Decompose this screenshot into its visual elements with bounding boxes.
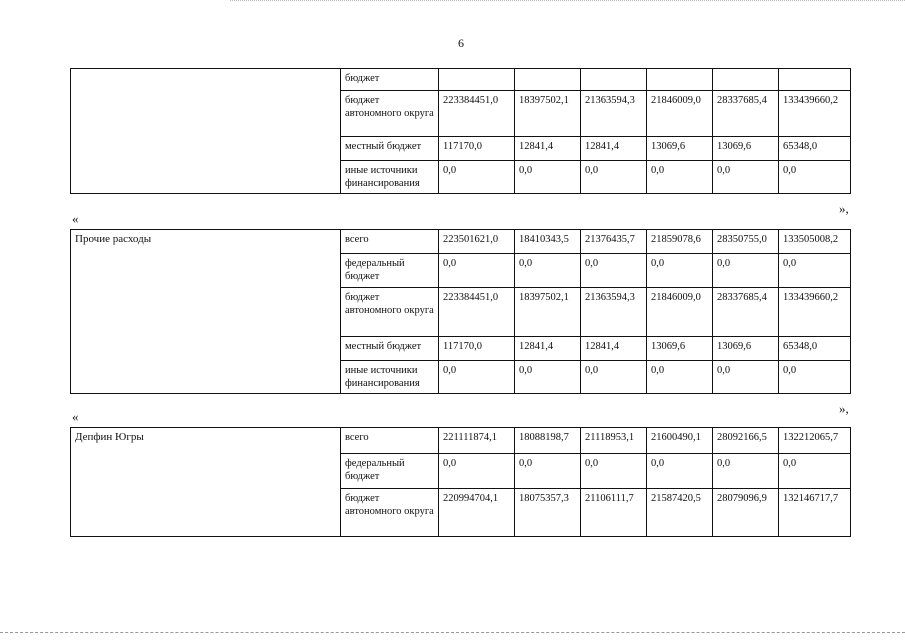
funding-source-label: федеральный бюджет bbox=[341, 454, 439, 489]
value-cell: 21859078,6 bbox=[647, 230, 713, 254]
value-cell: 0,0 bbox=[647, 454, 713, 489]
value-cell: 0,0 bbox=[515, 361, 581, 394]
opening-quote: « bbox=[72, 211, 79, 226]
value-cell: 0,0 bbox=[581, 454, 647, 489]
value-cell bbox=[439, 69, 515, 91]
funding-source-label: бюджет автономного округа bbox=[341, 489, 439, 537]
value-cell: 13069,6 bbox=[713, 137, 779, 161]
value-cell: 0,0 bbox=[647, 254, 713, 288]
value-cell: 223501621,0 bbox=[439, 230, 515, 254]
funding-source-label: всего bbox=[341, 428, 439, 454]
value-cell: 132212065,7 bbox=[779, 428, 851, 454]
value-cell: 0,0 bbox=[581, 254, 647, 288]
program-name-cell bbox=[71, 69, 341, 194]
table-row bbox=[71, 69, 851, 91]
value-cell bbox=[779, 69, 851, 91]
value-cell: 21118953,1 bbox=[581, 428, 647, 454]
value-cell: 0,0 bbox=[515, 454, 581, 489]
value-cell: 21600490,1 bbox=[647, 428, 713, 454]
program-name-cell: Прочие расходы bbox=[71, 230, 341, 394]
closing-quote: », bbox=[839, 401, 849, 416]
value-cell: 0,0 bbox=[713, 254, 779, 288]
value-cell: 0,0 bbox=[439, 454, 515, 489]
value-cell: 18075357,3 bbox=[515, 489, 581, 537]
value-cell: 223384451,0 bbox=[439, 288, 515, 337]
value-cell: 12841,4 bbox=[581, 337, 647, 361]
value-cell: 0,0 bbox=[779, 161, 851, 194]
value-cell: 117170,0 bbox=[439, 337, 515, 361]
funding-source-label: иные источники финансирования bbox=[341, 361, 439, 394]
value-cell: 0,0 bbox=[515, 254, 581, 288]
value-cell: 21846009,0 bbox=[647, 91, 713, 137]
budget-table-other-expenses bbox=[70, 229, 851, 394]
value-cell: 13069,6 bbox=[647, 337, 713, 361]
funding-source-label: иные источники финансирования bbox=[341, 161, 439, 194]
value-cell: 0,0 bbox=[779, 454, 851, 489]
value-cell bbox=[515, 69, 581, 91]
value-cell: 0,0 bbox=[581, 161, 647, 194]
value-cell: 0,0 bbox=[439, 361, 515, 394]
value-cell: 223384451,0 bbox=[439, 91, 515, 137]
budget-table-depfin-yugry bbox=[70, 427, 851, 537]
value-cell: 21376435,7 bbox=[581, 230, 647, 254]
value-cell: 28350755,0 bbox=[713, 230, 779, 254]
value-cell: 13069,6 bbox=[713, 337, 779, 361]
value-cell: 18088198,7 bbox=[515, 428, 581, 454]
value-cell: 28337685,4 bbox=[713, 91, 779, 137]
value-cell: 28079096,9 bbox=[713, 489, 779, 537]
value-cell: 133439660,2 bbox=[779, 288, 851, 337]
value-cell: 221111874,1 bbox=[439, 428, 515, 454]
funding-source-label: бюджет bbox=[341, 69, 439, 91]
funding-source-label: бюджет автономного округа bbox=[341, 288, 439, 337]
value-cell: 21587420,5 bbox=[647, 489, 713, 537]
value-cell: 12841,4 bbox=[515, 337, 581, 361]
value-cell: 133439660,2 bbox=[779, 91, 851, 137]
value-cell: 0,0 bbox=[647, 361, 713, 394]
value-cell: 220994704,1 bbox=[439, 489, 515, 537]
value-cell: 0,0 bbox=[713, 454, 779, 489]
value-cell: 133505008,2 bbox=[779, 230, 851, 254]
funding-source-label: местный бюджет bbox=[341, 137, 439, 161]
funding-source-label: всего bbox=[341, 230, 439, 254]
value-cell: 0,0 bbox=[581, 361, 647, 394]
value-cell bbox=[581, 69, 647, 91]
value-cell bbox=[713, 69, 779, 91]
funding-source-label: федеральный бюджет bbox=[341, 254, 439, 288]
value-cell: 28092166,5 bbox=[713, 428, 779, 454]
value-cell: 13069,6 bbox=[647, 137, 713, 161]
value-cell: 21846009,0 bbox=[647, 288, 713, 337]
closing-quote: », bbox=[839, 201, 849, 216]
value-cell: 117170,0 bbox=[439, 137, 515, 161]
value-cell: 28337685,4 bbox=[713, 288, 779, 337]
funding-source-label: бюджет автономного округа bbox=[341, 91, 439, 137]
value-cell: 132146717,7 bbox=[779, 489, 851, 537]
value-cell: 0,0 bbox=[515, 161, 581, 194]
value-cell: 0,0 bbox=[713, 161, 779, 194]
value-cell: 0,0 bbox=[779, 361, 851, 394]
value-cell: 21363594,3 bbox=[581, 91, 647, 137]
value-cell: 21363594,3 bbox=[581, 288, 647, 337]
scan-edge-bottom bbox=[0, 632, 905, 636]
scan-edge-top bbox=[230, 0, 905, 3]
value-cell: 0,0 bbox=[713, 361, 779, 394]
value-cell: 18397502,1 bbox=[515, 91, 581, 137]
value-cell: 21106111,7 bbox=[581, 489, 647, 537]
value-cell bbox=[647, 69, 713, 91]
page-number: 6 bbox=[458, 36, 464, 50]
value-cell: 18410343,5 bbox=[515, 230, 581, 254]
table-row bbox=[71, 230, 851, 254]
value-cell: 0,0 bbox=[439, 161, 515, 194]
program-name-cell: Депфин Югры bbox=[71, 428, 341, 537]
value-cell: 12841,4 bbox=[515, 137, 581, 161]
value-cell: 0,0 bbox=[439, 254, 515, 288]
opening-quote: « bbox=[72, 409, 79, 424]
value-cell: 0,0 bbox=[647, 161, 713, 194]
value-cell: 65348,0 bbox=[779, 137, 851, 161]
value-cell: 18397502,1 bbox=[515, 288, 581, 337]
table-row bbox=[71, 428, 851, 454]
value-cell: 12841,4 bbox=[581, 137, 647, 161]
value-cell: 0,0 bbox=[779, 254, 851, 288]
budget-table-continuation bbox=[70, 68, 851, 194]
funding-source-label: местный бюджет bbox=[341, 337, 439, 361]
value-cell: 65348,0 bbox=[779, 337, 851, 361]
